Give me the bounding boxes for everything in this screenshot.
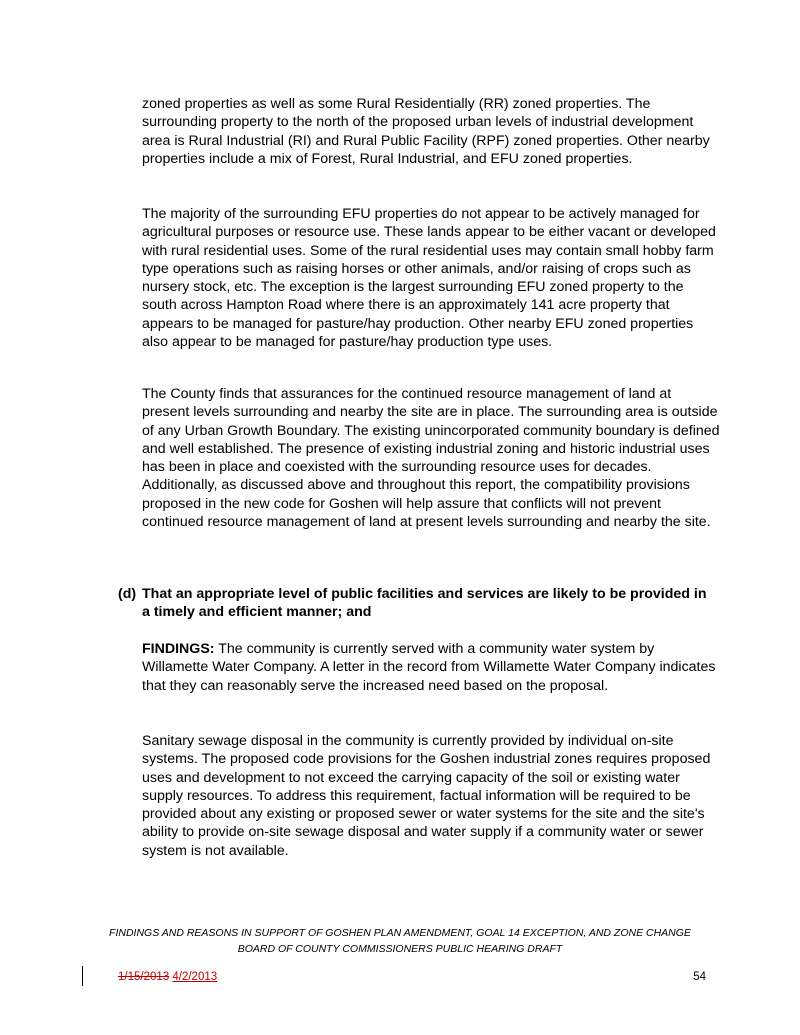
paragraph-findings-water — [142, 640, 722, 695]
findings-label: FINDINGS: — [142, 641, 215, 657]
paragraph-text: zoned properties as well as some Rural Residentially (RR) zoned properties. The surrounding property to the north of the proposed urban levels of industrial development area is Rural Industrial (RI) and Rural Public Facility (RPF) zoned properties. Other nearby properties include a mix of Forest, Rural Industrial, and EFU zoned properties. — [142, 96, 710, 167]
deleted-date: 1/15/2013 — [118, 971, 170, 983]
inserted-date: 4/2/2013 — [172, 971, 218, 983]
paragraph-sanitary-sewage — [142, 732, 722, 860]
paragraph-text: The majority of the surrounding EFU properties do not appear to be actively managed for agricultural purposes or resource use. These lands appear to be either vacant or developed with rural residential uses. Some of the rural residential uses may contain small hobby farm type operations such as raising horses or other animals, and/or raising of crops such as nursery stock, etc. The exception is the largest surrounding EFU zoned property to the south across Hampton Road where there is an approximately 141 acre property that appears to be managed for pasture/hay production. Other nearby EFU zoned properties also appear to be managed for pasture/hay production type uses. — [142, 206, 716, 351]
revision-change-bar — [82, 966, 83, 986]
footer-title — [0, 925, 800, 957]
paragraph-county-findings — [142, 385, 722, 531]
paragraph-zoning-context — [142, 95, 722, 168]
criterion-d-heading — [118, 585, 718, 622]
footer-line-1: FINDINGS AND REASONS IN SUPPORT OF GOSHEN PLAN AMENDMENT, GOAL 14 EXCEPTION, AND ZONE CHANGE — [109, 927, 691, 939]
paragraph-efu-properties — [142, 205, 722, 351]
criterion-text: That an appropriate level of public facilities and services are likely to be provided in a timely and efficient manner; and — [142, 586, 707, 621]
criterion-marker: (d) — [118, 586, 137, 602]
paragraph-text — [142, 640, 722, 695]
footer-date — [118, 971, 217, 983]
paragraph-text: The County finds that assurances for the continued resource management of land at present levels surrounding and nearby the site are in place. The surrounding area is outside of any Urban Growth Boundary. The existing unincorporated community boundary is defined and well established. The presence of existing industrial zoning and historic industrial uses has been in place and coexisted with the surrounding resource uses for decades. Additionally, as discussed above and throughout this report, the compatibility provisions proposed in the new code for Goshen will help assure that conflicts will not prevent continued resource management of land at present levels surrounding and nearby the site. — [142, 386, 720, 531]
page-number: 54 — [693, 971, 706, 983]
paragraph-text: Sanitary sewage disposal in the community is currently provided by individual on-site systems. The proposed code provisions for the Goshen industrial zones requires proposed uses and development to not exceed the carrying capacity of the soil or existing water supply resources. To address this requirement, factual information will be required to be provided about any existing or proposed sewer or water systems for the site and the site's ability to provide on-site sewage disposal and water supply if a community water or sewer system is not available. — [142, 733, 711, 859]
findings-text: The community is currently served with a community water system by Willamette Water Company. A letter in the record from Willamette Water Company indicates that they can reasonably serve the increased need based on the proposal. — [142, 641, 716, 694]
footer-line-2: BOARD OF COUNTY COMMISSIONERS PUBLIC HEARING DRAFT — [237, 943, 563, 955]
